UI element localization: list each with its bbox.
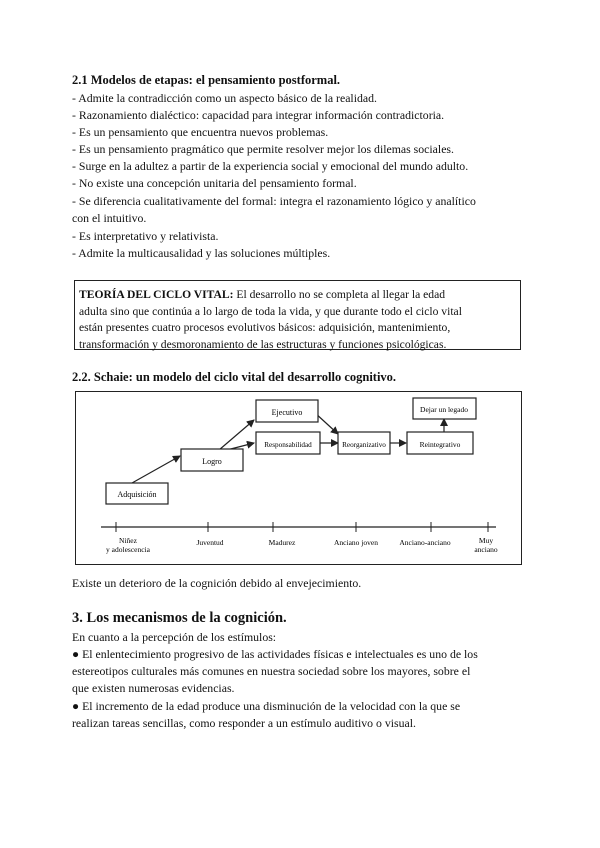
- axis-label-anciano-anciano: Anciano-anciano: [399, 538, 451, 547]
- theory-box: [74, 280, 521, 350]
- box-legado-label: Dejar un legado: [420, 405, 468, 414]
- axis-label-muy-anciano: anciano: [474, 545, 498, 554]
- bullet-line: - No existe una concepción unitaria del pensamiento formal.: [72, 176, 357, 190]
- box-legado: [413, 398, 476, 419]
- axis-label-madurez: Madurez: [268, 538, 296, 547]
- box-reorganizativo: [338, 432, 390, 454]
- section-3-line: realizan tareas sencillas, como responder a un estímulo auditivo o visual.: [72, 716, 416, 730]
- section-2-1-heading: 2.1 Modelos de etapas: el pensamiento postformal.: [72, 73, 341, 87]
- box-reintegrativo: [407, 432, 473, 454]
- section-3-line: que existen numerosas evidencias.: [72, 681, 235, 695]
- bullet-line: - Surge en la adultez a partir de la experiencia social y emocional del mundo adulto.: [72, 159, 469, 173]
- box-logro: [181, 449, 243, 471]
- box-responsabilidad: [256, 432, 320, 454]
- axis-label-adolescencia: y adolescencia: [106, 545, 150, 554]
- bullet-line: - Es un pensamiento pragmático que permite resolver mejor los dilemas sociales.: [72, 142, 454, 156]
- section-2-2-heading: 2.2. Schaie: un modelo del ciclo vital del desarrollo cognitivo.: [72, 370, 397, 384]
- theory-line-1: El desarrollo no se completa al llegar la edad: [233, 288, 446, 301]
- section-3-heading: 3. Los mecanismos de la cognición.: [72, 610, 287, 626]
- arrow-adquisicion-logro: [132, 456, 180, 483]
- bullet-line: - Admite la contradicción como un aspecto básico de la realidad.: [72, 91, 377, 105]
- theory-line-2: adulta sino que continúa a lo largo de toda la vida, y que durante todo el ciclo vital: [79, 304, 462, 318]
- box-logro-label: Logro: [202, 457, 222, 466]
- bullet-line: - Es un pensamiento que encuentra nuevos problemas.: [72, 125, 329, 139]
- section-3-intro: En cuanto a la percepción de los estímulos:: [72, 630, 277, 644]
- bullet-line: - Es interpretativo y relativista.: [72, 229, 219, 243]
- schaie-diagram-svg: [76, 392, 521, 564]
- axis-label-anciano-joven: Anciano joven: [334, 538, 378, 547]
- axis-label-ninez: Niñez: [119, 536, 137, 545]
- axis-label-juventud: Juventud: [196, 538, 224, 547]
- figure-caption: Existe un deterioro de la cognición debido al envejecimiento.: [72, 576, 362, 590]
- arrow-logro-ejecutivo: [219, 420, 254, 450]
- box-reintegrativo-label: Reintegrativo: [419, 440, 461, 449]
- bullet-line: - Razonamiento dialéctico: capacidad para integrar información contradictoria.: [72, 108, 445, 122]
- schaie-diagram: [75, 391, 522, 565]
- box-adquisicion-label: Adquisición: [117, 490, 157, 499]
- bullet-line: - Se diferencia cualitativamente del formal: integra el razonamiento lógico y analítico: [72, 194, 476, 208]
- section-3-line: estereotipos culturales más comunes en nuestra sociedad sobre los mayores, sobre el: [72, 664, 471, 678]
- theory-title: TEORÍA DEL CICLO VITAL:: [79, 288, 234, 301]
- bullet-line: con el intuitivo.: [72, 211, 147, 225]
- box-ejecutivo-label: Ejecutivo: [271, 408, 303, 417]
- theory-line-3: están presentes cuatro procesos evolutivos básicos: adquisición, mantenimiento,: [79, 321, 451, 334]
- section-3-line: ● El enlentecimiento progresivo de las actividades físicas e intelectuales es uno de los: [72, 647, 478, 661]
- box-reorganizativo-label: Reorganizativo: [342, 441, 386, 449]
- theory-box-text: [79, 287, 462, 353]
- bullet-line: - Admite la multicausalidad y las soluciones múltiples.: [72, 246, 331, 260]
- section-3-line: ● El incremento de la edad produce una disminución de la velocidad con la que se: [72, 699, 461, 713]
- theory-line-4: transformación y desmoronamiento de las estructuras y funciones psicológicas.: [79, 337, 447, 351]
- axis-label-muy: Muy: [478, 536, 494, 545]
- box-ejecutivo: [256, 400, 318, 422]
- box-adquisicion: [106, 483, 168, 504]
- box-responsabilidad-label: Responsabilidad: [264, 441, 312, 449]
